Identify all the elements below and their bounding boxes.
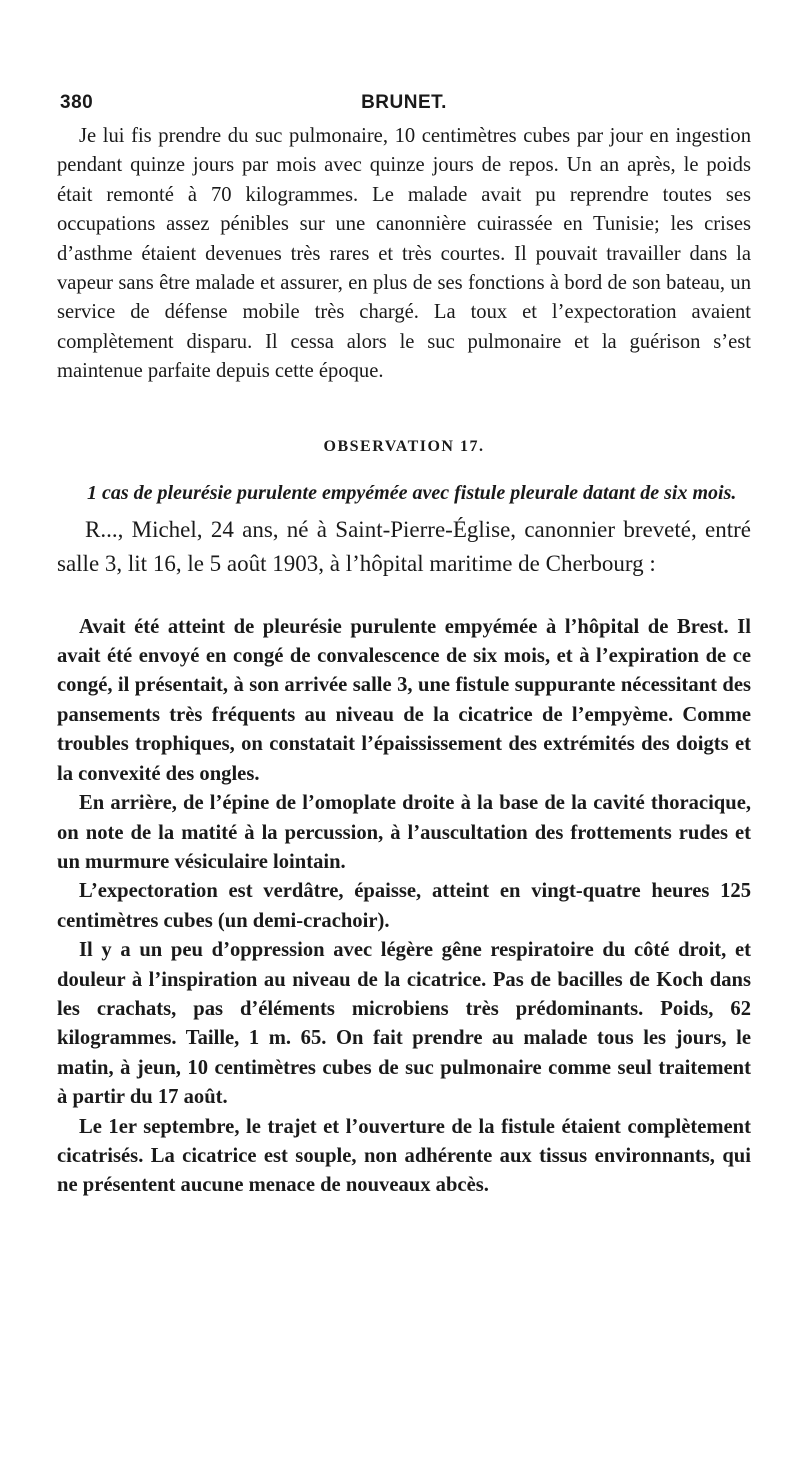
page-number: 380 — [60, 92, 94, 113]
paragraph: L’expectoration est verdâtre, épaisse, atteint en vingt-quatre heures 125 centimètres cubes (un demi-crachoir). — [57, 880, 751, 932]
observation-subtitle: 1 cas de pleurésie purulente empyémée avec fistule pleurale datant de six mois. — [87, 481, 737, 504]
paragraph: Je lui fis prendre du suc pulmonaire, 10 centimètres cubes par jour en ingestion pendant quinze jours par mois avec quinze jours de repos. Un an après, le poids était remonté à 70 kilogrammes. Le malade avait pu reprendre toutes ses occupations assez pénibles sur une canonnière cuirassée en Tunisie; les crises d’asthme étaient devenues très rares et très courtes. Il pouvait travailler dans la vapeur sans être malade et assurer, en plus de ses fonctions à bord de son bateau, un service de défense mobile très chargé. La toux et l’expectoration avaient complètement disparu. Il cessa alors le suc pulmonaire et la guérison s’est maintenue parfaite depuis cette époque. — [57, 125, 751, 383]
paragraph-gap — [57, 581, 751, 613]
case-intro: R..., Michel, 24 ans, né à Saint-Pierre-Église, canonnier breveté, entré salle 3, lit 16, le 5 août 1903, à l’hôpital maritime de Cherbourg : — [57, 516, 751, 576]
observation-title: OBSERVATION 17. — [323, 437, 485, 455]
paragraph: Avait été atteint de pleurésie purulente empyémée à l’hôpital de Brest. Il avait été envoyé en congé de convalescence de six mois, et à l’expiration de ce congé, il présentait, à son arrivée salle 3, une fistule suppurante nécessitant des pansements très fréquents au niveau de la cicatrice de l’empyème. Comme troubles trophiques, on constatait l’épaississement des extrémités des doigts et la convexité des ongles. — [57, 615, 751, 785]
page-header — [57, 88, 751, 122]
book-page — [57, 88, 751, 1201]
running-head: BRUNET. — [361, 92, 447, 113]
paragraph: Le 1er septembre, le trajet et l’ouverture de la fistule étaient complètement cicatrisés. La cicatrice est souple, non adhérente aux tissus environnants, qui ne présentent aucune menace de nouveaux abcès. — [57, 1115, 751, 1197]
paragraph: En arrière, de l’épine de l’omoplate droite à la base de la cavité thoracique, on note de la matité à la percussion, à l’auscultation des frottements rudes et un murmure vésiculaire lointain. — [57, 792, 751, 873]
paragraph: Il y a un peu d’oppression avec légère gêne respiratoire du côté droit, et douleur à l’inspiration au niveau de la cicatrice. Pas de bacilles de Koch dans les crachats, pas d’éléments microbiens très prédominants. Poids, 62 kilogrammes. Taille, 1 m. 65. On fait prendre au malade tous les jours, le matin, à jeun, 10 centimètres cubes de suc pulmonaire comme seul traitement à partir du 17 août. — [57, 939, 751, 1109]
